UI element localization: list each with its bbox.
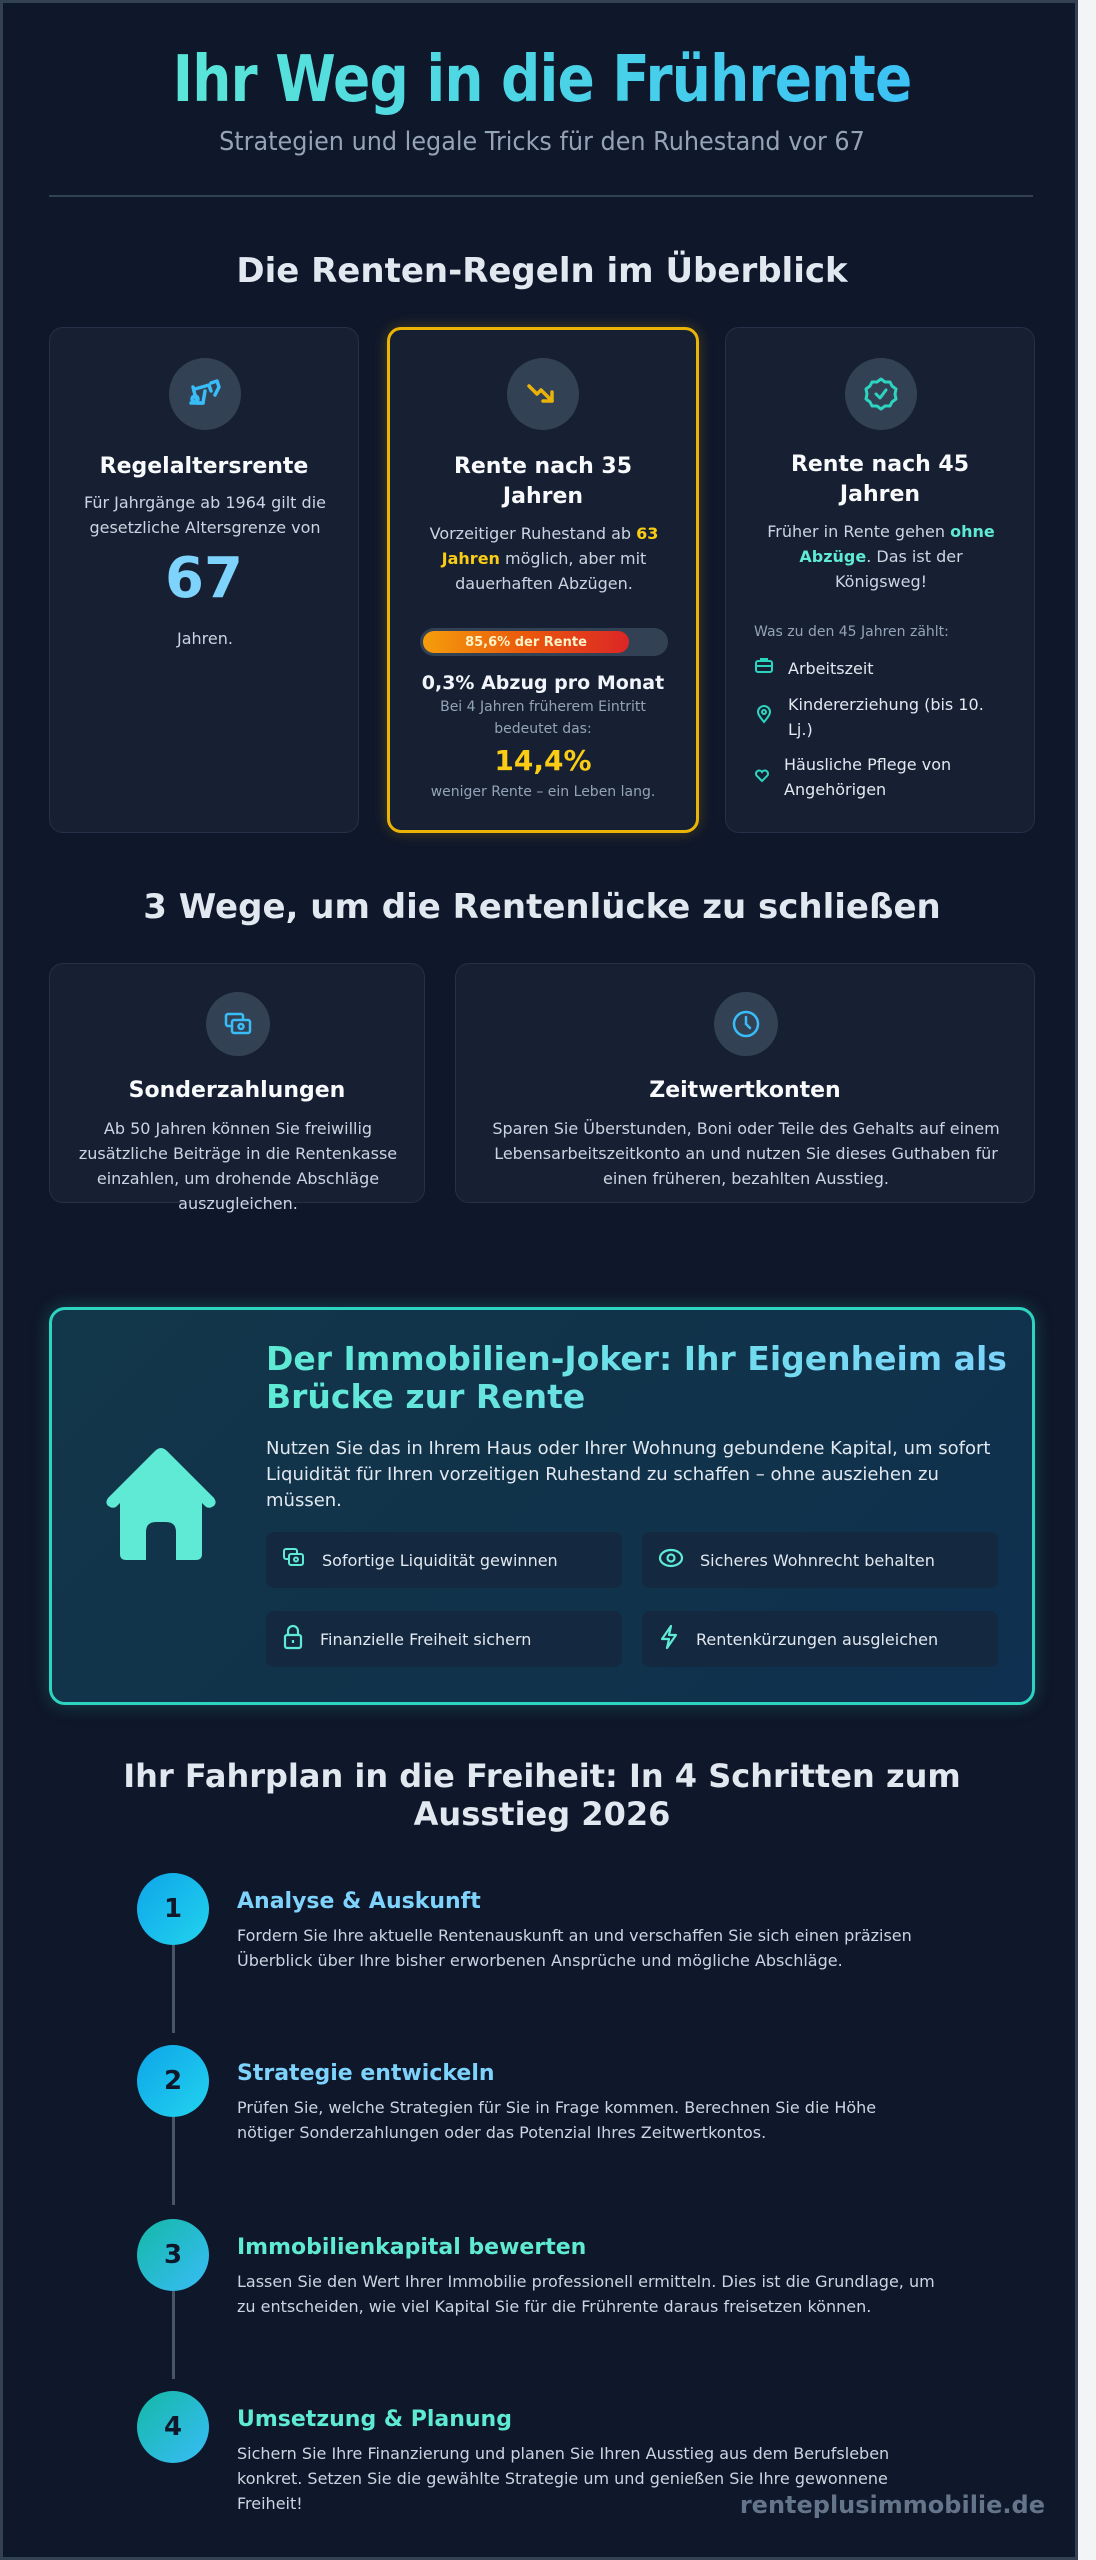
briefcase-icon bbox=[754, 656, 774, 681]
joker-description: Nutzen Sie das in Ihrem Haus oder Ihrer Wohnung gebundene Kapital, um sofort Liquidität für Ihren vorzeitigen Ruhestand zu schaffen – ohne ausziehen zu müssen. bbox=[266, 1438, 991, 1511]
clock-icon bbox=[714, 992, 778, 1056]
location-pin-icon bbox=[754, 704, 774, 731]
card-title: Rente nach 45 Jahren bbox=[790, 452, 970, 507]
feature-label: Sofortige Liquidität gewinnen bbox=[322, 1550, 558, 1570]
card-description: Ab 50 Jahren können Sie freiwillig zusätzliche Beiträge in die Rentenkasse einzahlen, um drohende Abschläge auszugleichen. bbox=[78, 1119, 398, 1213]
lock-icon bbox=[282, 1624, 304, 1654]
badge-check-icon bbox=[845, 358, 917, 430]
card-rente-45-jahre bbox=[725, 327, 1035, 833]
feature-rentenkuerzung bbox=[642, 1611, 998, 1667]
card-rente-35-jahre bbox=[387, 327, 699, 833]
page-subtitle: Strategien und legale Tricks für den Ruhestand vor 67 bbox=[219, 127, 865, 157]
trending-down-icon bbox=[507, 358, 579, 430]
card-title: Sonderzahlungen bbox=[128, 1078, 346, 1103]
step-number-4: 4 bbox=[137, 2391, 209, 2463]
description-text: möglich, aber mit dauerhaften Abzügen. bbox=[455, 549, 647, 593]
card-description bbox=[756, 519, 1006, 594]
card-regelaltersrente bbox=[49, 327, 359, 833]
pension-progress-fill: 85,6% der Rente bbox=[423, 631, 629, 653]
immobilien-joker-panel bbox=[49, 1307, 1035, 1705]
heart-icon bbox=[754, 765, 770, 790]
header-divider bbox=[49, 195, 1033, 197]
list-item bbox=[754, 752, 1014, 802]
step-description: Lassen Sie den Wert Ihrer Immobilie professionell ermitteln. Dies ist die Grundlage, um zu entscheiden, wie viel Kapital Sie für die Frührente daraus freisetzen können. bbox=[237, 2272, 935, 2316]
timeline-connector bbox=[172, 2291, 175, 2379]
card-title: Rente nach 35 Jahren bbox=[453, 454, 633, 509]
roadmap-title bbox=[3, 1757, 1078, 1833]
list-title: Was zu den 45 Jahren zählt: bbox=[754, 624, 949, 640]
feature-liquiditaet bbox=[266, 1532, 622, 1588]
step-number-2: 2 bbox=[137, 2045, 209, 2117]
wheelchair-icon bbox=[169, 358, 241, 430]
card-title: Zeitwertkonten bbox=[649, 1078, 841, 1103]
feature-label: Sicheres Wohnrecht behalten bbox=[700, 1550, 935, 1570]
step-title: Immobilienkapital bewerten bbox=[237, 2235, 587, 2260]
house-icon bbox=[102, 1444, 220, 1566]
description-text: Vorzeitiger Ruhestand ab bbox=[429, 524, 637, 543]
roadmap-title-line: Ausstieg 2026 bbox=[413, 1795, 671, 1833]
list-item bbox=[754, 692, 1004, 742]
list-item-label: Arbeitszeit bbox=[788, 659, 874, 678]
roadmap-title-line: Ihr Fahrplan in die Freiheit: In 4 Schritten zum bbox=[123, 1757, 961, 1795]
card-description: Für Jahrgänge ab 1964 gilt die gesetzliche Altersgrenze von bbox=[84, 493, 326, 537]
step-number-3: 3 bbox=[137, 2219, 209, 2291]
card-description: Sparen Sie Überstunden, Boni oder Teile des Gehalts auf einem Lebensarbeitszeitkonto an und nutzen Sie dieses Guthaben für einen früheren, bezahlten Ausstieg. bbox=[492, 1119, 1000, 1188]
page-title: Ihr Weg in die Frührente bbox=[78, 43, 1005, 117]
feature-freiheit bbox=[266, 1611, 622, 1667]
description-text: Früher in Rente gehen bbox=[767, 522, 951, 541]
card-zeitwertkonten bbox=[455, 963, 1035, 1203]
timeline-connector bbox=[172, 1945, 175, 2033]
no-deduction-highlight: ohne Abzüge bbox=[799, 522, 995, 566]
step-description: Sichern Sie Ihre Finanzierung und planen Sie Ihren Ausstieg aus dem Berufsleben konkret. Setzen Sie die gewählte Strategie um und genießen Sie Ihre gewonnene Freiheit! bbox=[237, 2444, 890, 2513]
feature-wohnrecht bbox=[642, 1532, 998, 1588]
step-title: Strategie entwickeln bbox=[237, 2061, 495, 2086]
deduction-total: 14,4% bbox=[494, 744, 592, 777]
list-item bbox=[754, 656, 874, 681]
joker-title: Der Immobilien-Joker: Ihr Eigenheim als Brücke zur Rente bbox=[266, 1340, 1026, 1416]
step-description: Fordern Sie Ihre aktuelle Rentenauskunft an und verschaffen Sie sich einen präzisen Überblick über Ihre bisher erworbenen Ansprüche und mögliche Abschläge. bbox=[237, 1926, 912, 1970]
lightning-icon bbox=[658, 1624, 680, 1654]
age-highlight: 63 Jahren bbox=[441, 524, 659, 568]
list-item-label: Kindererziehung (bis 10. Lj.) bbox=[788, 695, 984, 739]
feature-label: Rentenkürzungen ausgleichen bbox=[696, 1629, 939, 1649]
money-stack-icon bbox=[206, 992, 270, 1056]
card-title: Regelaltersrente bbox=[99, 454, 309, 479]
retirement-age-suffix: Jahren. bbox=[177, 629, 233, 648]
step-title: Umsetzung & Planung bbox=[237, 2407, 512, 2432]
brand-watermark: renteplusimmobilie.de bbox=[739, 2491, 1045, 2519]
list-item-label: Häusliche Pflege von Angehörigen bbox=[784, 755, 952, 799]
deduction-suffix: weniger Rente – ein Leben lang. bbox=[430, 784, 656, 800]
deduction-title: 0,3% Abzug pro Monat bbox=[421, 672, 665, 694]
ways-section-title: 3 Wege, um die Rentenlücke zu schließen bbox=[143, 887, 941, 927]
step-description: Prüfen Sie, welche Strategien für Sie in Frage kommen. Berechnen Sie die Höhe nötiger Sonderzahlungen oder das Potenzial Ihres Zeitwertkontos. bbox=[237, 2098, 877, 2142]
card-sonderzahlungen bbox=[49, 963, 425, 1213]
retirement-age-value: 67 bbox=[165, 546, 243, 611]
eye-icon bbox=[658, 1547, 684, 1573]
pension-progress-bar bbox=[420, 628, 668, 656]
step-title: Analyse & Auskunft bbox=[237, 1889, 481, 1914]
step-number-1: 1 bbox=[137, 1873, 209, 1945]
timeline-connector bbox=[172, 2117, 175, 2205]
card-description bbox=[414, 521, 674, 596]
feature-label: Finanzielle Freiheit sichern bbox=[320, 1629, 532, 1649]
deduction-text: Bei 4 Jahren früherem Eintritt bedeutet das: bbox=[440, 699, 646, 737]
money-stack-icon bbox=[282, 1547, 306, 1573]
description-text: . Das ist der Königsweg! bbox=[834, 547, 963, 591]
rules-section-title: Die Renten-Regeln im Überblick bbox=[236, 251, 848, 291]
